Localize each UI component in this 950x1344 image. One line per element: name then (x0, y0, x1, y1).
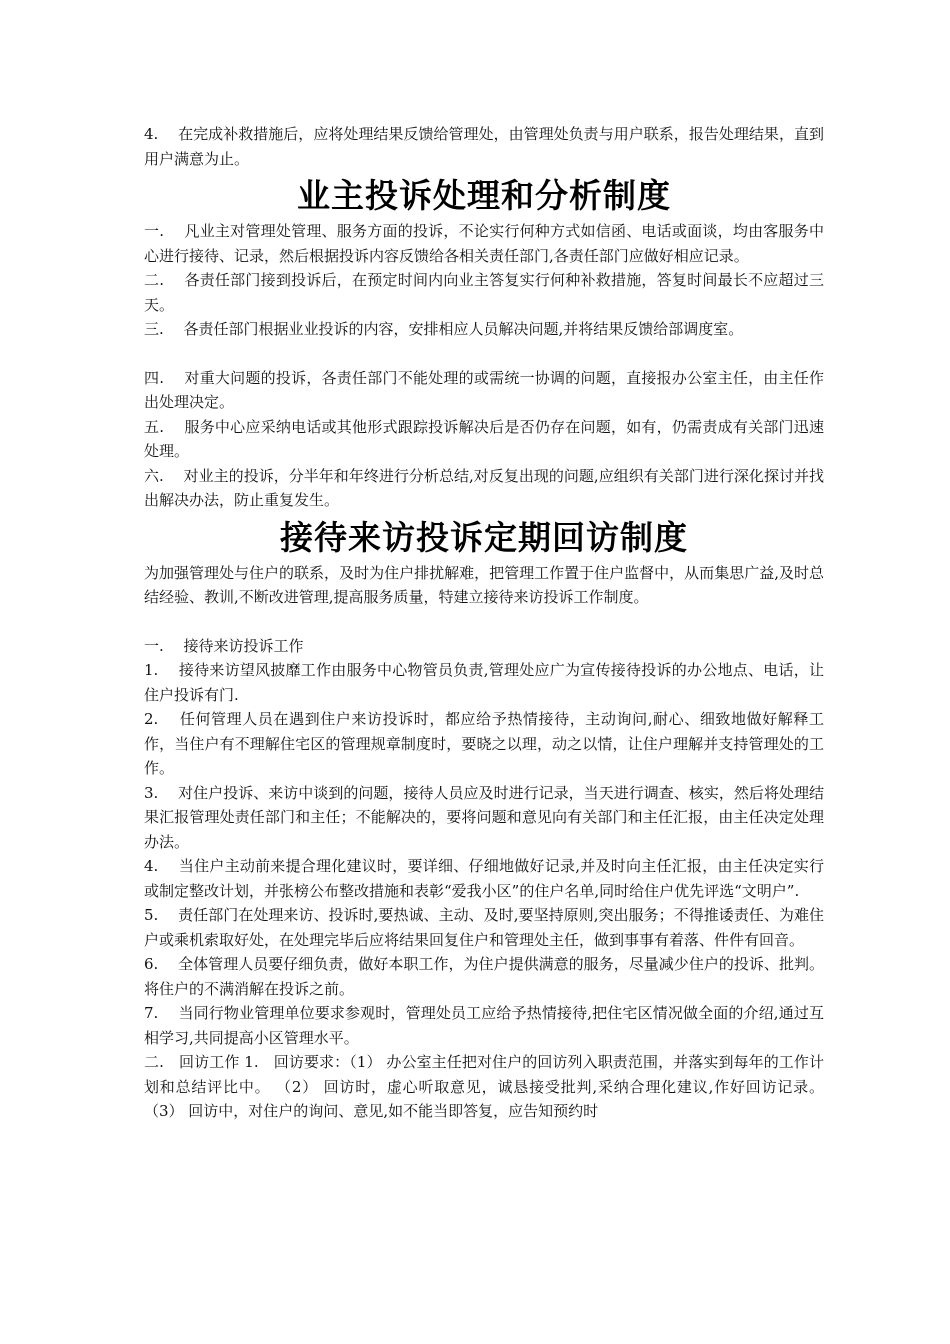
section2-intro: 为加强管理处与住户的联系，及时为住户排扰解难，把管理工作置于住户监督中，从而集思广益,及时总结经验、教训,不断改进管理,提高服务质量，特建立接待来访投诉工作制度。 (144, 563, 824, 606)
section2-item-7: 7. 当同行物业管理单位要求参观时，管理处员工应给予热情接待,把住宅区情况做全面的介绍,通过互相学习,共同提高小区管理水平。 (144, 1004, 824, 1047)
section2-part1-heading: 一. 接待来访投诉工作 (144, 636, 304, 655)
section1-item-2: 二. 各责任部门接到投诉后，在预定时间内向业主答复实行何种补救措施，答复时间最长不应超过三天。 (144, 271, 824, 314)
section1-item-3: 三. 各责任部门根据业业投诉的内容，安排相应人员解决问题,并将结果反馈给部调度室。 (144, 320, 744, 338)
section1-item-5: 五. 服务中心应采纳电话或其他形式跟踪投诉解决后是否仍存在问题，如有，仍需责成有关部门迅速处理。 (144, 417, 824, 460)
blank-line (144, 610, 824, 634)
section2-item-5: 5. 责任部门在处理来访、投诉时,要热诚、主动、及时,要坚持原则,突出服务；不得推诿责任、为难住户或乘机索取好处，在处理完毕后应将结果回复住户和管理处主任，做到事事有着落、件件有回音。 (144, 906, 824, 949)
section2-item-6: 6. 全体管理人员要仔细负责，做好本职工作，为住户提供满意的服务，尽量减少住户的投诉、批判。将住户的不满消解在投诉之前。 (144, 955, 824, 998)
section1-item-6: 六. 对业主的投诉，分半年和年终进行分析总结,对反复出现的问题,应组织有关部门进行深化探讨并找出解决办法，防止重复发生。 (144, 466, 824, 509)
section2-item-3: 3. 对住户投诉、来访中谈到的问题，接待人员应及时进行记录，当天进行调查、核实，然后将处理结果汇报管理处责任部门和主任；不能解决的，要将问题和意见向有关部门和主任汇报，由主任决定处理办法。 (144, 783, 824, 851)
paragraph-item-4: 4. 在完成补救措施后，应将处理结果反馈给管理处，由管理处负责与用户联系，报告处理结果，直到用户满意为止。 (144, 125, 824, 168)
section-title-visit-complaint: 接待来访投诉定期回访制度 (280, 517, 688, 557)
section1-item-4: 四. 对重大问题的投诉，各责任部门不能处理的或需统一协调的问题，直接报办公室主任，由主任作出处理决定。 (144, 368, 824, 411)
section2-item-4: 4. 当住户主动前来提合理化建议时，要详细、仔细地做好记录,并及时向主任汇报，由主任决定实行或制定整改计划，并张榜公布整改措施和表彰“爱我小区”的住户名单,同时给住户优先评选“文明户”. (144, 857, 824, 900)
document-page (144, 122, 824, 1124)
section-title-complaint-handling: 业主投诉处理和分析制度 (297, 176, 671, 215)
section2-item-1: 1. 接待来访望风披靡工作由服务中心物管员负责,管理处应广为宣传接待投诉的办公地点、电话，让住户投诉有门. (144, 661, 824, 704)
section2-part2-revisit: 二. 回访工作 1. 回访要求：（1） 办公室主任把对住户的回访列入职责范围，并落实到每年的工作计划和总结评比中。 （2） 回访时，虚心听取意见，诚恳接受批判,采纳合理化建议,作好回访记录。 （3） 回访中，对住户的询问、意见,如不能当即答复，应告知预约时 (144, 1053, 824, 1120)
section1-item-1: 一. 凡业主对管理处管理、服务方面的投诉，不论实行何种方式如信函、电话或面谈，均由客服务中心进行接待、记录，然后根据投诉内容反馈给各相关责任部门,各责任部门应做好相应记录。 (144, 222, 824, 265)
blank-line (144, 342, 824, 366)
section2-item-2: 2. 任何管理人员在遇到住户来访投诉时，都应给予热情接待，主动询问,耐心、细致地做好解释工作，当住户有不理解住宅区的管理规章制度时，要晓之以理，动之以情，让住户理解并支持管理处的工作。 (144, 710, 824, 777)
